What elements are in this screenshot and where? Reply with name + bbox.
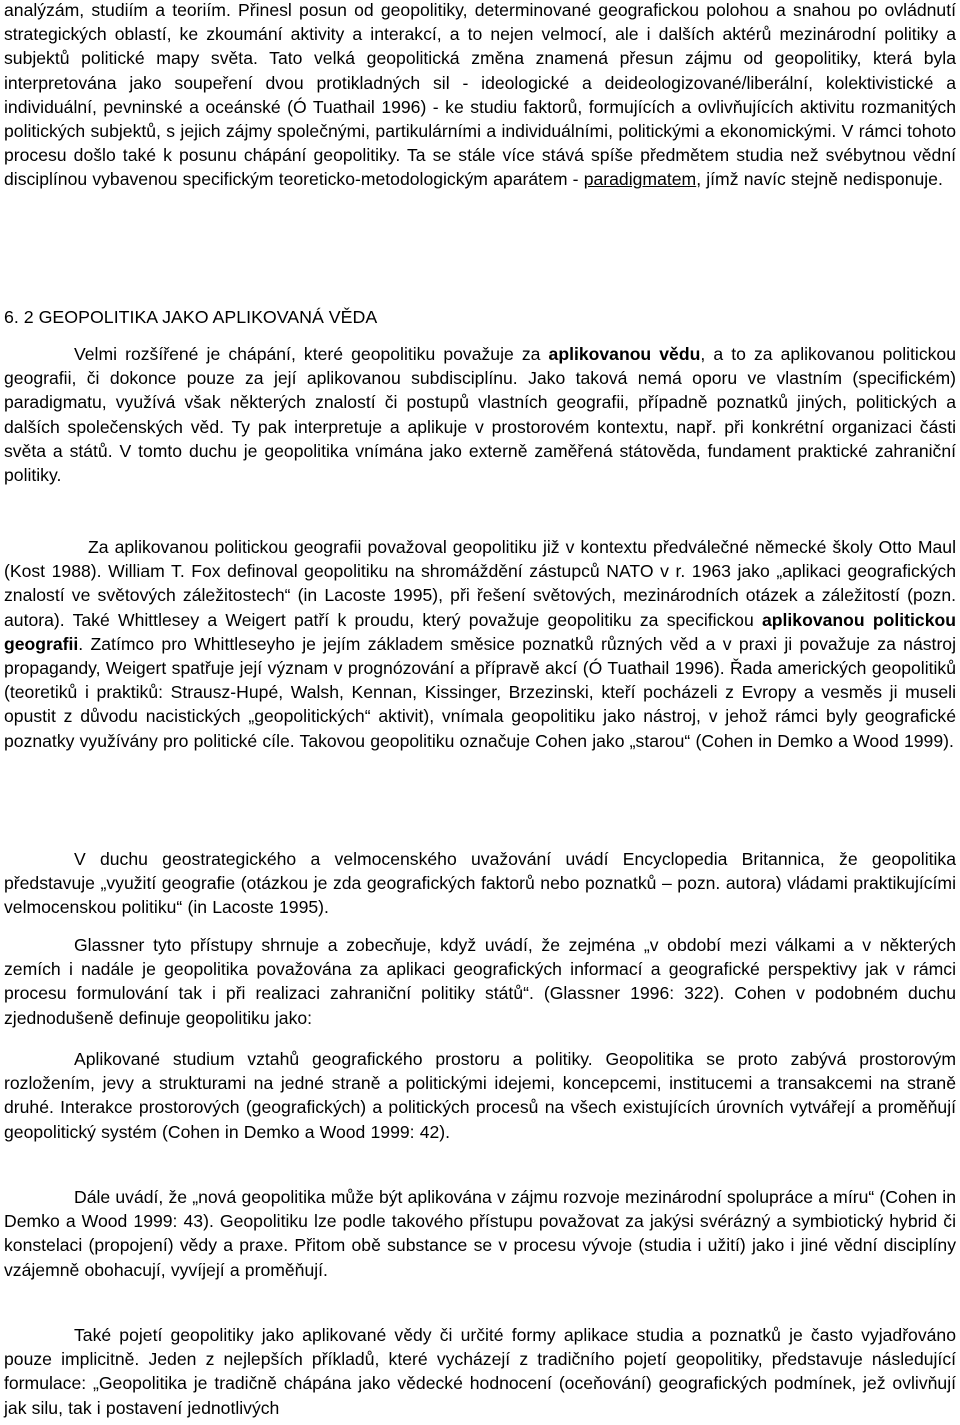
underlined-term: paradigmatem xyxy=(583,169,697,190)
paragraph-intro xyxy=(4,0,956,192)
paragraph-text: Za aplikovanou politickou geografii považoval geopolitiku již v kontextu předválečné německé školy Otto Maul (Kost 1988). William T. Fox definoval geopolitiku na shromáždění zástupců NATO v r. 1963 jako „aplikaci geografických znalostí ve světových záležitostech“ (in Lacoste 1995), při řešení světových, mezinárodních otázek a záležitostí (pozn. autora). Také Whittlesey a Weigert patří k proudu, který považuje geopolitiku za specifickou xyxy=(4,537,956,630)
paragraph-britannica: V duchu geostrategického a velmocenského uvažování uvádí Encyclopedia Britannica, že geopolitika představuje „využití geografie (otázkou je zda geografických faktorů nebo poznatků – pozn. autora) vládami praktikujícími velmocenskou politiku“ (in Lacoste 1995). xyxy=(4,849,956,918)
bold-term: aplikovanou politickou geografii xyxy=(4,609,956,654)
paragraph-new-geopolitics: Dále uvádí, že „nová geopolitika může být aplikována v zájmu rozvoje mezinárodní spolupráce a míru“ (Cohen in Demko a Wood 1999: 43). Geopolitiku lze podle takového přístupu považovat za jakýsi svérázný a symbiotický hybrid či konstelaci (propojení) vědy a praxe. Přitom obě substance se v procesu vývoje (studia i užití) jako i jiné vědní disciplíny vzájemně obohacují, vyvíjejí a proměňují. xyxy=(4,1187,957,1280)
paragraph-applied-science xyxy=(4,342,956,487)
paragraph-glassner: Glassner tyto přístupy shrnuje a zobecňuje, když uvádí, že zejména „v období mezi válkami a v některých zemích i nadále je geopolitika považována za aplikaci geografických informací a geografické perspektivy jak v rámci procesu formulování tak i při realizaci zahraniční politiky států“. (Glassner 1996: 322). Cohen v podobném duchu zjednodušeně definuje geopolitiku jako: xyxy=(4,935,956,1028)
paragraph-political-geography xyxy=(4,535,956,753)
paragraph-intro-text: analýzám, studiím a teoriím. Přinesl posun od geopolitiky, determinované geografickou polohou a snahou po ovládnutí strategických oblastí, ke zkoumání aktivity a interakcí, a to nejen velmocí, ale i dalších aktérů mezinárodní politiky a subjektů politické mapy světa. Tato velká geopolitická změna znamená přesun zájmu od geopolitiky, která byla interpretována jako soupeření dvou protikladných sil - ideologické a deideologizované/liberální, kolektivistické a individuální, pevninské a oceánské (Ó Tuathail 1996) - ke studiu faktorů, formujících a ovlivňujících aktivitu rozmanitých politických subjektů, s jejich zájmy společnými, partikulárními a individuálními, politickými a ekonomickými. V rámci tohoto procesu došlo také k posunu chápání geopolitiky. Ta se stále více stává spíše předmětem studia než svébytnou vědní disciplínou vybavenou specifickým teoreticko-metodologickým aparátem - xyxy=(4,0,956,190)
paragraph-text: , a to za aplikovanou politickou geografii, či dokonce pouze za její aplikovanou subdisciplínu. Jako taková nemá oporu ve vlastním (specifickém) paradigmatu, využívá však některých znalostí či postupů vlastních geografii, případně poznatků jiných, politických a dalších společenských věd. Ty pak interpretuje a aplikuje v prostorovém kontextu, např. při konkrétní organizaci části světa a států. V tomto duchu je geopolitika vnímána jako externě zaměřená státověda, fundament praktické zahraniční politiky. xyxy=(4,344,956,486)
paragraph-intro-end: , jímž navíc stejně nedisponuje. xyxy=(696,169,943,190)
section-heading: 6. 2 GEOPOLITIKA JAKO APLIKOVANÁ VĚDA xyxy=(4,307,378,327)
bold-term: aplikovanou vědu xyxy=(548,344,701,364)
paragraph-implicit-applied: Také pojetí geopolitiky jako aplikované vědy či určité formy aplikace studia a poznatků je často vyjadřováno pouze implicitně. Jeden z nejlepších příkladů, které vycházejí z tradičního pojetí geopolitiky, představuje následující formulace: „Geopolitika je tradičně chápána jako vědecké hodnocení (oceňování) geografických podmínek, jež ovlivňují jak silu, tak i postavení jednotlivých xyxy=(4,1325,956,1418)
paragraph-cohen-definition: Aplikované studium vztahů geografického prostoru a politiky. Geopolitika se proto zabývá prostorovým rozložením, jevy a strukturami na jedné straně a politickými idejemi, koncepcemi, institucemi a transakcemi na straně druhé. Interakce prostorových (geografických) a politických procesů na všech existujících úrovních vytvářejí a proměňují geopolitický systém (Cohen in Demko a Wood 1999: 42). xyxy=(4,1049,956,1142)
paragraph-text: Velmi rozšířené je chápání, které geopolitiku považuje za xyxy=(74,344,549,364)
paragraph-text: . Zatímco pro Whittleseyho je jejím základem směsice poznatků různých věd a v praxi ji považuje za nástroj propagandy, Weigert spatřuje její význam v prognózování a přípravě akcí (Ó Tuathail 1996). Řada amerických geopolitiků (teoretiků i praktiků: Strausz-Hupé, Walsh, Kennan, Kissinger, Brzezinski, kteří pocházeli z Evropy a vesměs ji museli opustit z důvodu nacistických „geopolitických“ aktivit), vnímala geopolitiku jako nástroj, v jehož rámci byly geografické poznatky využívány pro politické cíle. Takovou geopolitiku označuje Cohen jako „starou“ (Cohen in Demko a Wood 1999). xyxy=(4,633,956,751)
